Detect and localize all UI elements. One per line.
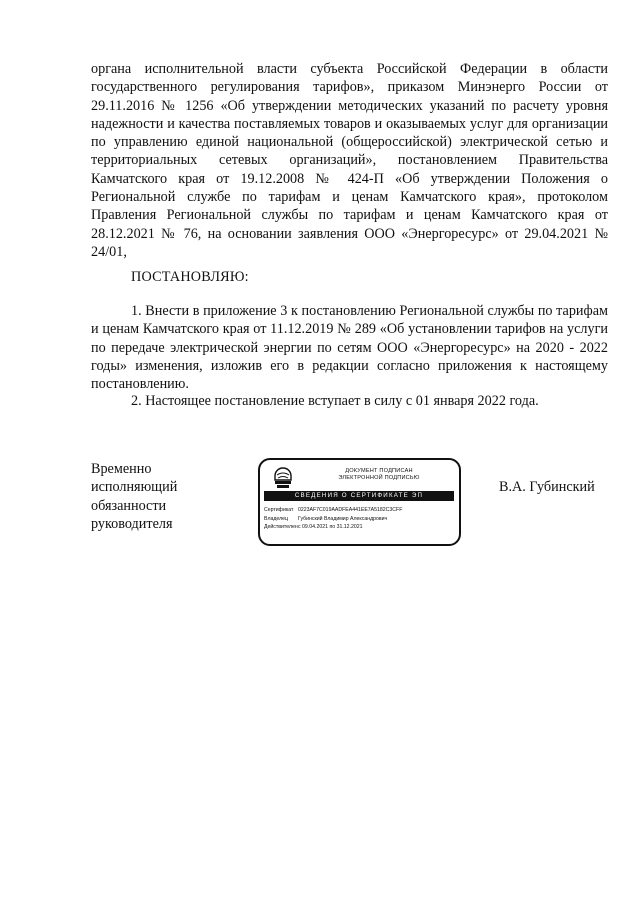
validity-value: с 09.04.2021 по 31.12.2021	[298, 524, 363, 530]
owner-row	[264, 515, 456, 524]
stamp-title-line: ЭЛЕКТРОННОЙ ПОДПИСЬЮ	[338, 475, 420, 481]
certificate-label: Сертификат	[264, 507, 294, 513]
certificate-info-bar: СВЕДЕНИЯ О СЕРТИФИКАТЕ ЭП	[264, 491, 454, 501]
position-line: руководителя	[91, 515, 173, 532]
certificate-value: 0223AF7C019AADFEA441EE7A5182C3CFF	[298, 507, 403, 513]
owner-label: Владелец	[264, 515, 288, 522]
validity-row	[264, 523, 456, 532]
stamp-title	[304, 468, 454, 482]
resolution-item-1: 1. Внести в приложение 3 к постановлению Региональной службы по тарифам и ценам Камчатского края от 11.12.2019 № 289 «Об установлении тарифов на услуги по передаче электрической энергии по сетям ООО «Энергоресурс» на 2020 - 2022 годы» изменения, изложив его в редакции согласно приложения к настоящему постановлению.	[91, 303, 608, 393]
owner-value: Губинский Владимир Александрович	[298, 515, 388, 522]
certificate-details	[264, 506, 456, 532]
resolution-item-2: 2. Настоящее постановление вступает в силу с 01 января 2022 года.	[131, 393, 539, 409]
position-line: обязанности	[91, 497, 167, 514]
signatory-name: В.А. Губинский	[499, 479, 595, 495]
validity-label: Действителен	[264, 524, 298, 530]
position-line: исполняющий	[91, 479, 178, 496]
position-line: Временно	[91, 461, 152, 477]
signatory-position	[91, 460, 241, 533]
stamp-title-line: ДОКУМЕНТ ПОДПИСАН	[345, 468, 413, 474]
preamble-paragraph: органа исполнительной власти субъекта Российской Федерации в области государственного регулирования тарифов», приказом Минэнерго России от 29.11.2016 № 1256 «Об утверждении методических указаний по расчету уровня надежности и качества поставляемых товаров и оказываемых услуг для организации по управлению единой национальной (общероссийской) электрической сетью и территориальных сетевых организаций», постановлением Правительства Камчатского края от 19.12.2008 № 424-П «Об утверждении Положения о Региональной службе по тарифам и ценам Камчатского края», протоколом Правления Региональной службы по тарифам и ценам Камчатского края от 28.12.2021 № 76, на основании заявления ООО «Энергоресурс» от 29.04.2021 № 24/01,	[91, 61, 608, 260]
decree-heading: ПОСТАНОВЛЯЮ:	[131, 269, 249, 285]
electronic-signature-stamp	[258, 458, 461, 546]
certificate-row	[264, 506, 456, 515]
crest-icon	[272, 466, 294, 490]
